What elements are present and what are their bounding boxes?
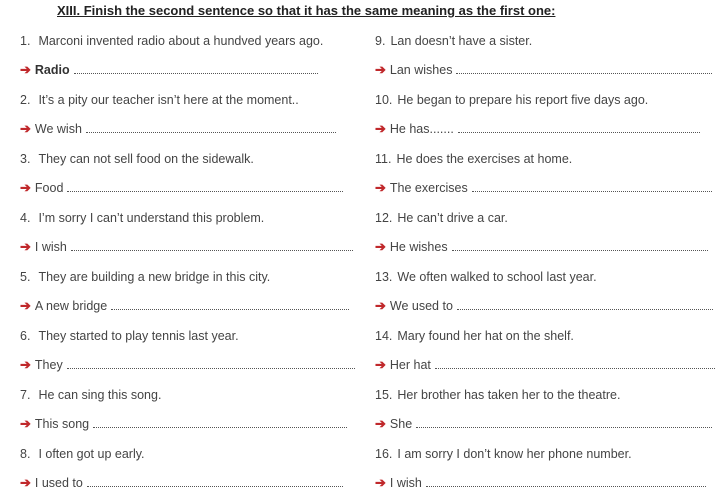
exercise-item [375, 207, 720, 266]
answer-blank[interactable] [452, 238, 708, 251]
exercise-item [375, 148, 720, 207]
sentence-text: They started to play tennis last year. [38, 329, 239, 343]
original-sentence [20, 30, 323, 52]
rewrite-line [20, 177, 343, 199]
sentence-text: Her brother has taken her to the theatre. [397, 388, 621, 402]
sentence-text: He can sing this song. [38, 388, 162, 402]
original-sentence [20, 325, 239, 347]
answer-blank[interactable] [435, 356, 715, 369]
rewrite-line [375, 59, 712, 81]
exercise-item [375, 30, 720, 89]
original-sentence [375, 443, 632, 465]
right-arrow-icon: ➔ [375, 121, 386, 136]
exercise-item [375, 384, 720, 443]
rewrite-prompt: They [34, 358, 63, 372]
item-number: 15. [375, 388, 393, 402]
right-arrow-icon: ➔ [20, 180, 31, 195]
rewrite-prompt: We wish [34, 122, 82, 136]
exercise-title: XIII. Finish the second sentence so that it has the same meaning as the first one: [57, 3, 556, 18]
original-sentence [20, 148, 254, 170]
answer-blank[interactable] [458, 120, 700, 133]
answer-blank[interactable] [67, 356, 355, 369]
answer-blank[interactable] [457, 297, 713, 310]
left-column [20, 30, 375, 502]
sentence-text: I often got up early. [38, 447, 145, 461]
right-arrow-icon: ➔ [375, 475, 386, 490]
answer-blank[interactable] [456, 61, 712, 74]
answer-blank[interactable] [86, 120, 336, 133]
item-number: 11. [375, 152, 392, 166]
rewrite-line [20, 59, 318, 81]
item-number: 16. [375, 447, 393, 461]
right-arrow-icon: ➔ [20, 298, 31, 313]
sentence-text: They are building a new bridge in this city. [38, 270, 271, 284]
answer-blank[interactable] [416, 415, 712, 428]
rewrite-line [375, 295, 713, 317]
answer-blank[interactable] [93, 415, 347, 428]
sentence-text: Lan doesn’t have a sister. [390, 34, 533, 48]
answer-blank[interactable] [426, 474, 706, 487]
answer-blank[interactable] [67, 179, 343, 192]
original-sentence [20, 384, 161, 406]
rewrite-prompt: This song [34, 417, 90, 431]
right-arrow-icon: ➔ [20, 239, 31, 254]
exercise-item [375, 325, 720, 384]
rewrite-line [375, 354, 715, 376]
exercise-item [20, 207, 375, 266]
right-column [375, 30, 720, 502]
item-number: 4. [20, 211, 31, 225]
original-sentence [375, 89, 648, 111]
sentence-text: I’m sorry I can’t understand this problem. [38, 211, 265, 225]
right-arrow-icon: ➔ [20, 357, 31, 372]
rewrite-prompt: He has....... [389, 122, 454, 136]
exercise-item [375, 89, 720, 148]
rewrite-prompt: A new bridge [34, 299, 108, 313]
rewrite-line [20, 472, 343, 494]
rewrite-line [20, 118, 336, 140]
answer-blank[interactable] [111, 297, 349, 310]
original-sentence [375, 30, 532, 52]
original-sentence [20, 89, 299, 111]
rewrite-line [375, 413, 712, 435]
item-number: 2. [20, 93, 31, 107]
original-sentence [20, 443, 145, 465]
sentence-text: We often walked to school last year. [397, 270, 597, 284]
item-number: 6. [20, 329, 31, 343]
exercise-item [20, 325, 375, 384]
exercise-item [375, 266, 720, 325]
rewrite-prompt: We used to [389, 299, 453, 313]
rewrite-prompt: The exercises [389, 181, 468, 195]
item-number: 13. [375, 270, 393, 284]
item-number: 5. [20, 270, 31, 284]
rewrite-line [375, 236, 708, 258]
rewrite-line [20, 354, 355, 376]
exercise-item [20, 266, 375, 325]
right-arrow-icon: ➔ [20, 416, 31, 431]
original-sentence [375, 266, 597, 288]
rewrite-prompt: She [389, 417, 413, 431]
item-number: 10. [375, 93, 393, 107]
rewrite-line [20, 236, 353, 258]
sentence-text: Mary found her hat on the shelf. [397, 329, 574, 343]
item-number: 3. [20, 152, 31, 166]
sentence-text: It’s a pity our teacher isn’t here at the moment.. [38, 93, 299, 107]
rewrite-prompt: I used to [34, 476, 83, 490]
exercise-item [20, 384, 375, 443]
right-arrow-icon: ➔ [20, 62, 31, 77]
rewrite-line [375, 177, 712, 199]
sentence-text: I am sorry I don’t know her phone number. [397, 447, 632, 461]
item-number: 12. [375, 211, 393, 225]
right-arrow-icon: ➔ [20, 121, 31, 136]
item-number: 1. [20, 34, 31, 48]
sentence-text: He does the exercises at home. [396, 152, 573, 166]
sentence-text: He began to prepare his report five days ago. [397, 93, 649, 107]
exercise-item [20, 89, 375, 148]
rewrite-prompt: Radio [34, 63, 70, 77]
rewrite-line [375, 118, 700, 140]
right-arrow-icon: ➔ [375, 62, 386, 77]
rewrite-prompt: I wish [389, 476, 422, 490]
sentence-text: Marconi invented radio about a hundved years ago. [38, 34, 324, 48]
right-arrow-icon: ➔ [375, 357, 386, 372]
exercise-item [20, 30, 375, 89]
original-sentence [375, 148, 572, 170]
right-arrow-icon: ➔ [375, 180, 386, 195]
original-sentence [375, 325, 574, 347]
original-sentence [375, 384, 620, 406]
right-arrow-icon: ➔ [375, 416, 386, 431]
rewrite-prompt: Food [34, 181, 64, 195]
item-number: 9. [375, 34, 386, 48]
exercise-item [20, 443, 375, 502]
rewrite-line [20, 295, 349, 317]
sentence-text: They can not sell food on the sidewalk. [38, 152, 254, 166]
rewrite-prompt: He wishes [389, 240, 448, 254]
original-sentence [20, 266, 270, 288]
exercise-item [375, 443, 720, 502]
rewrite-line [20, 413, 347, 435]
rewrite-line [375, 472, 706, 494]
exercise-item [20, 148, 375, 207]
rewrite-prompt: I wish [34, 240, 67, 254]
answer-blank[interactable] [71, 238, 353, 251]
item-number: 8. [20, 447, 31, 461]
original-sentence [20, 207, 264, 229]
right-arrow-icon: ➔ [375, 298, 386, 313]
item-number: 7. [20, 388, 31, 402]
answer-blank[interactable] [472, 179, 712, 192]
sentence-text: He can’t drive a car. [397, 211, 508, 225]
item-number: 14. [375, 329, 393, 343]
right-arrow-icon: ➔ [375, 239, 386, 254]
right-arrow-icon: ➔ [20, 475, 31, 490]
rewrite-prompt: Lan wishes [389, 63, 453, 77]
answer-blank[interactable] [87, 474, 343, 487]
original-sentence [375, 207, 508, 229]
rewrite-prompt: Her hat [389, 358, 431, 372]
answer-blank[interactable] [74, 61, 318, 74]
